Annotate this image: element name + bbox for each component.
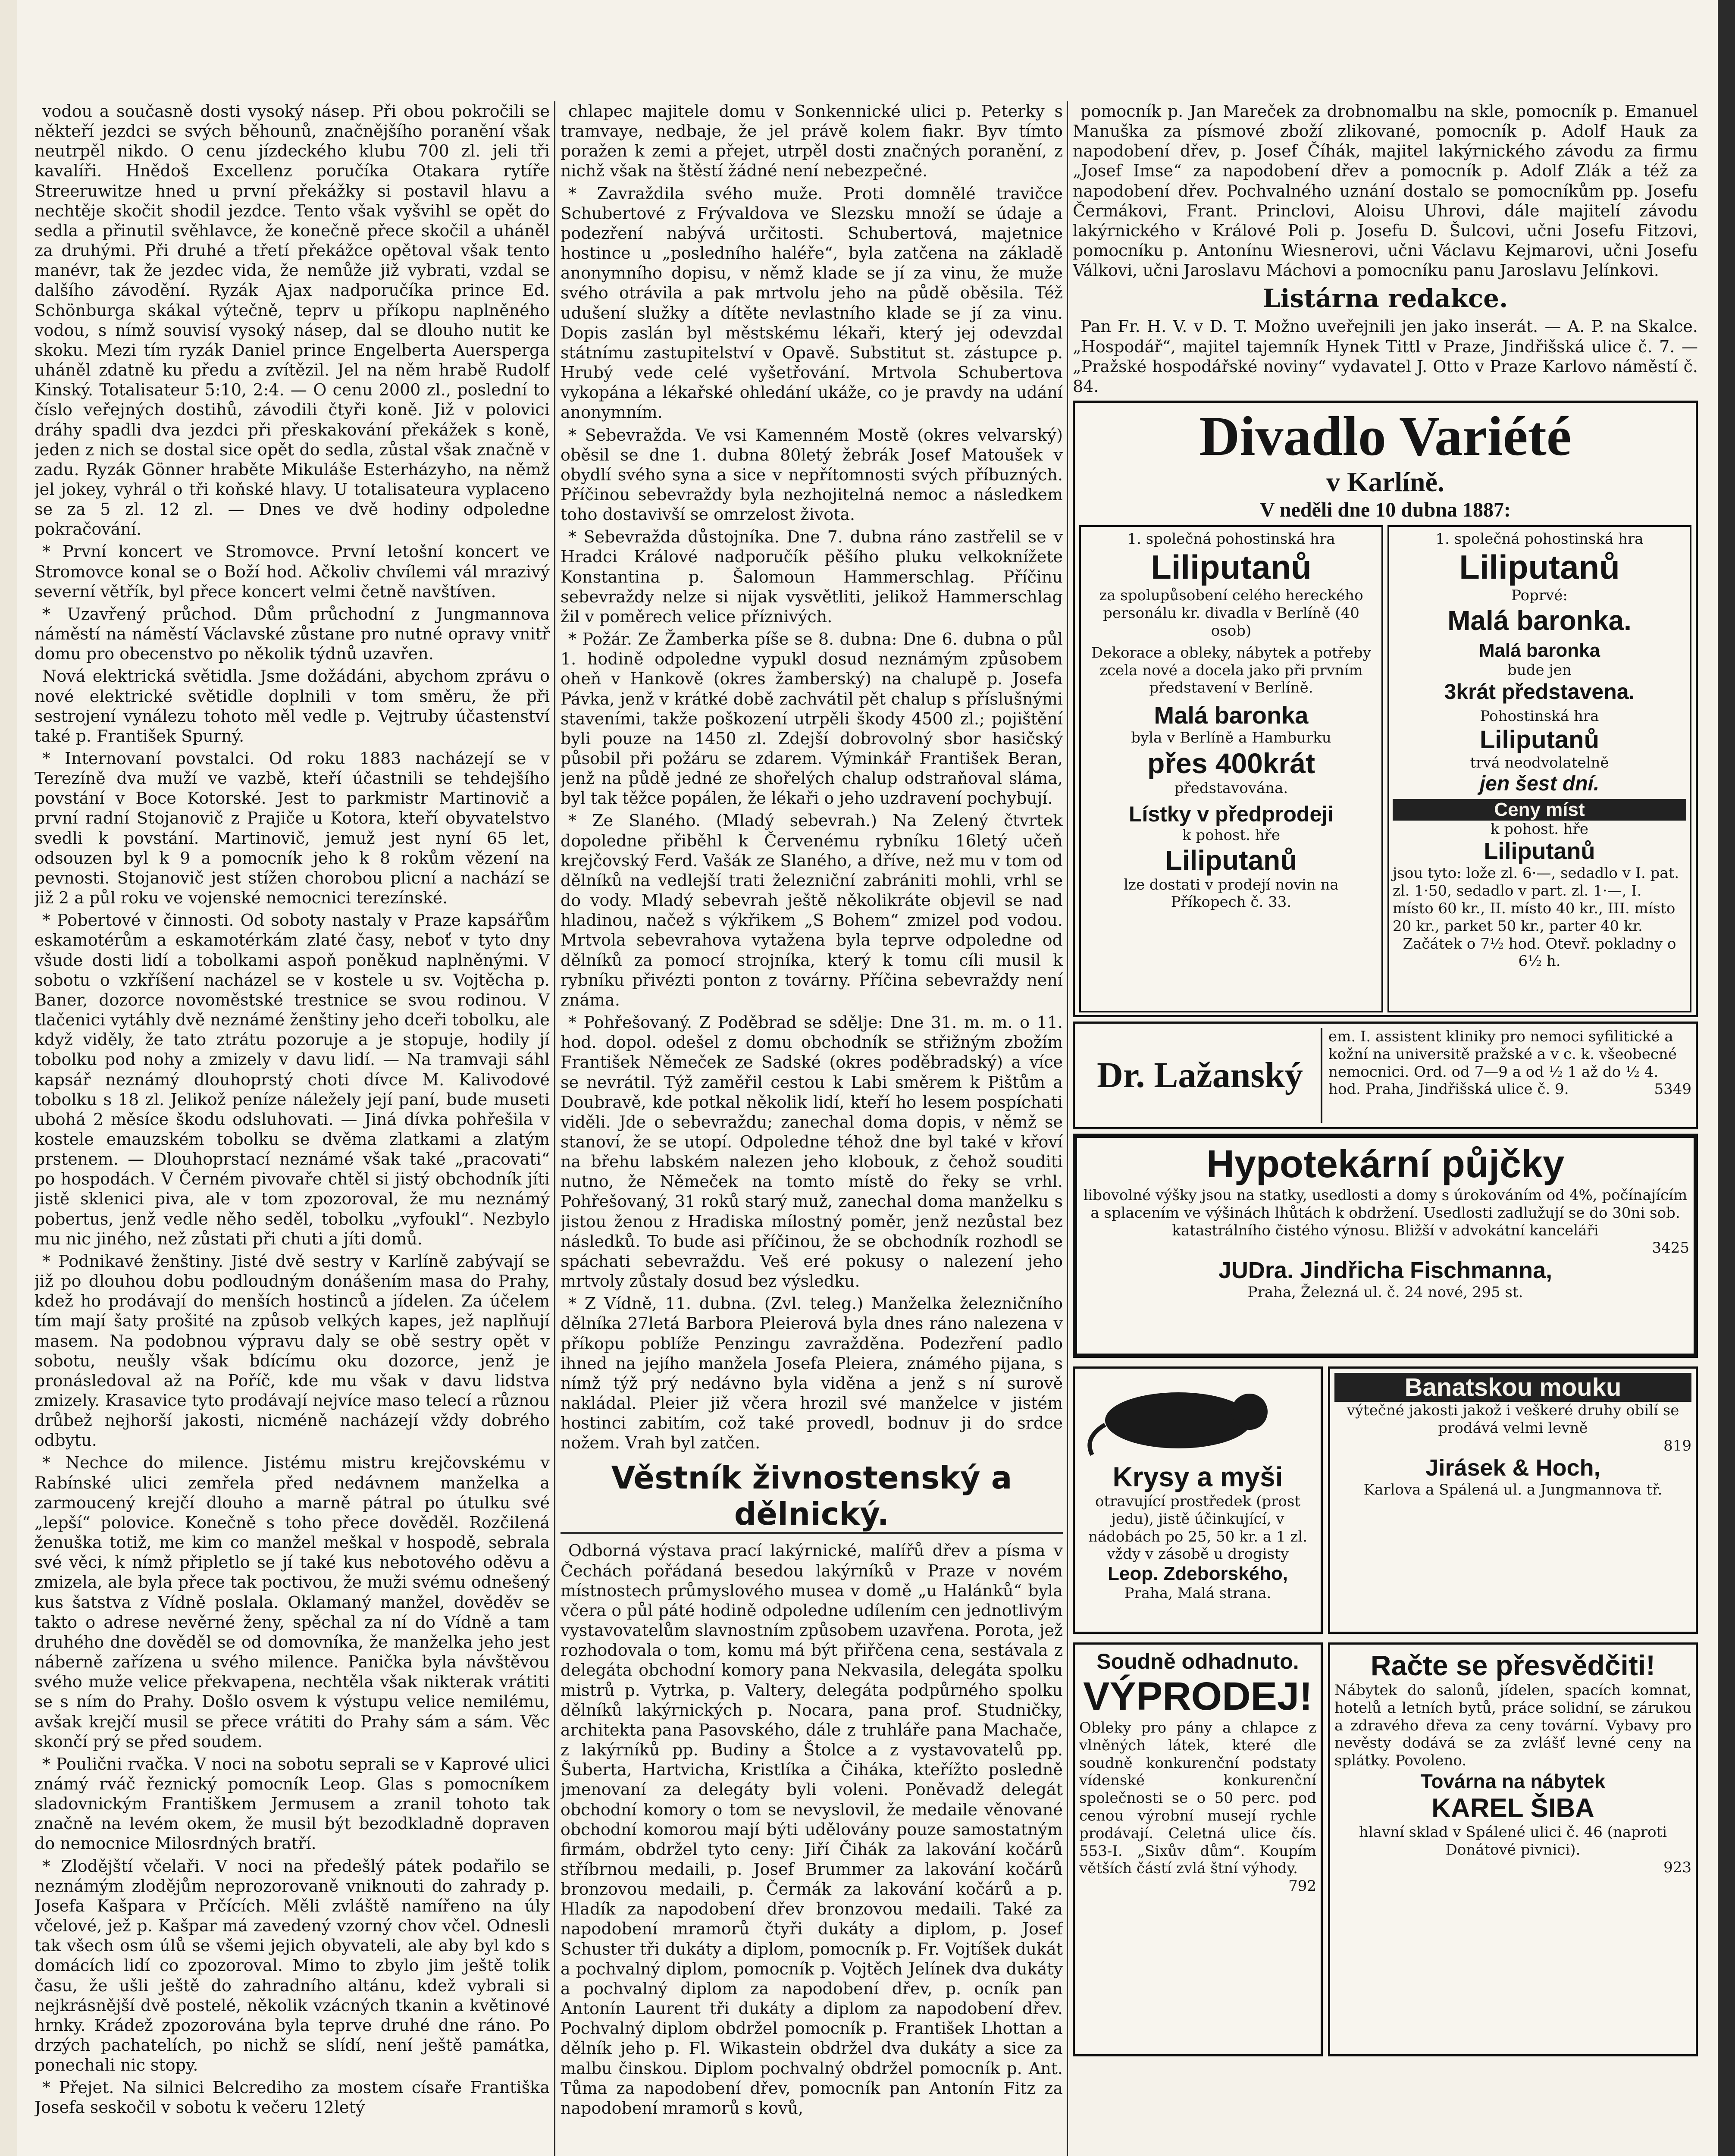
article-paragraph: * Poulični rvačka. V noci na sobotu seprali se v Kaprové ulici známý rváč řeznický pomocník Leop. Glas s pomocníkem sladovnickým Františkem Jermusem a zranil tohoto tak značně na levém okem, že musil být bezodkladně dopraven do nemocnice Milosrdných bratří.: [34, 1754, 550, 1853]
ad-address: Karlova a Spálená ul. a Jungmannova tř.: [1363, 1481, 1663, 1499]
ad-line: Liliputanů: [1165, 844, 1297, 876]
ad-divadlo-variete: [1073, 401, 1698, 1017]
ad-line: k pohost. hře: [1490, 820, 1588, 838]
ad-line: byla v Berlíně a Hamburku: [1131, 729, 1331, 747]
ad-address: hlavní sklad v Spálené ulici č. 46 (naproti Donátové pivnici).: [1359, 1824, 1667, 1858]
ad-title: Banatskou mouku: [1334, 1373, 1691, 1402]
ad-title: Krysy a myši: [1112, 1461, 1283, 1493]
ad-text: výtečné jakosti jakož i veškeré druhy obilí se prodává velmi levně: [1347, 1402, 1679, 1437]
ad-line: k pohost. hře: [1182, 826, 1280, 844]
ad-line: Liliputanů: [1479, 725, 1600, 754]
ad-top: Soudně odhadnuto.: [1096, 1649, 1299, 1674]
column-3: [1073, 101, 1698, 2156]
column-1: [34, 101, 550, 2156]
listarna-text: Pan Fr. H. V. v D. T. Možno uveřejnili jen jako inserát. — A. P. na Skalce. „Hospodář“, majitel tajemník Hynek Tittl v Praze, Jindřišská ulice č. 7. — „Pražské hospodářské noviny“ vydavatel J. Otto v Praze Karlovo náměstí č. 84.: [1073, 317, 1698, 396]
article-paragraph: chlapec majitele domu v Sonkennické ulici p. Peterky s tramvaye, nedbaje, že jel právě kolem fiakr. Byv tímto poražen k zemi a přejet, utrpěl dosti značných poranění, z nichž však na štěstí žádné není nebezpečné.: [561, 102, 1063, 181]
article-paragraph: Nová elektrická světidla. Jsme dožádáni, abychom zprávu o nové elektrické světidle doplnili v tom směru, že při sestrojení vynálezu tohoto měl vedle p. Vejtruby účastenství také p. František Spurný.: [34, 667, 550, 746]
ad-line: Malá baronka.: [1447, 605, 1632, 636]
section-title: Věstník živnostenský a dělnický.: [561, 1460, 1063, 1534]
ad-line: Dekorace a obleky, nábytek a potřeby zcela nové a docela jako při prvním představení v Berlíně.: [1091, 644, 1371, 697]
ad-line: za spolupůsobení celého hereckého personálu kr. divadla v Berlíně (40 osob): [1099, 587, 1363, 639]
article-paragraph: * Z Vídně, 11. dubna. (Zvl. teleg.) Manželka železničního dělníka 27letá Barbora Pleierová byla dnes ráno nalezena v příkopu poblíže Penzingu zavražděna. Podezření padlo ihned na jejího manžela Josefa Pleiera, známého pijana, s nímž týž prý nedávno byla viděna a jenž s ní surově nakládal. Pleier již včera hrozil své manželce v jistém hostinci zabitím, což také provedl, bodnuv ji do srdce nožem. Vrah byl zatčen.: [561, 1294, 1063, 1453]
ad-text: em. I. assistent kliniky pro nemoci syfilitické a kožní na universitě pražské a v c. k. všeobecné nemocnici. Ord. od 7—9 a od ½ 1 až do ½ 4. hod. Praha, Jindřišská ulice č. 9.: [1328, 1028, 1677, 1098]
ad-hypotekarni: [1073, 1134, 1698, 1358]
ad-number: 819: [1663, 1437, 1691, 1454]
ad-row: [1073, 1362, 1698, 1638]
ad-date: V neděli dne 10 dubna 1887:: [1260, 498, 1511, 521]
ad-krysy: [1073, 1366, 1323, 1634]
ad-text: otravující prostředek (prost jedu), jistě účinkující, v nádobách po 25, 50 kr. a 1 zl. vždy v zásobě u drogisty: [1088, 1493, 1308, 1563]
article-paragraph: * Ze Slaného. (Mladý sebevrah.) Na Zelený čtvrtek dopoledne přiběhl k Červenému rybníku 16letý učeň krejčovský Ferd. Vašák ze Slaného, a dříve, než mu v tom od dělníků na vedlejší trati železniční zabrániti mohli, vrhl se do vody. Mladý sebevrah ještě několikráte objevil se nad hladinou, načež s výkřikem „S Bohem“ zmizel pod vodou. Mrtvola sebevrahova vytažena byla teprve odpoledne od dělníků za pomocí strojníka, který k tomu cíli musil k rybníku přivézti ponton z továrny. Příčina sebevraždy není známa.: [561, 811, 1063, 1009]
column-2: [561, 101, 1063, 2156]
ad-line: Lístky v předprodeji: [1128, 802, 1334, 826]
ad-vyprodej: [1073, 1642, 1323, 2056]
ad-lazansky: [1073, 1022, 1698, 1129]
ad-line: lze dostati v prodejí novin na Příkopech č. 33.: [1124, 876, 1339, 911]
ad-title: Dr. Lažanský: [1079, 1028, 1322, 1123]
ad-left-box: [1079, 525, 1383, 1012]
ad-firm: Jirásek & Hoch,: [1425, 1455, 1600, 1481]
ad-text: Nábytek do salonů, jídelen, spacích komnat, hotelů a letních bytů, práce solidní, se zárukou a zdravého dřeva za ceny tovární. Vybavy pro nevěsty dodává se za zvlášť levné ceny na splátky. Povoleno.: [1334, 1682, 1691, 1770]
ad-line: představována.: [1174, 779, 1288, 797]
ad-subtitle: v Karlíně.: [1326, 466, 1444, 497]
ad-line: jen šest dní.: [1479, 772, 1600, 795]
ad-title: Divadlo Variété: [1199, 405, 1572, 468]
ad-line: Liliputanů: [1151, 548, 1312, 586]
column-2-news: [561, 101, 1063, 1453]
ad-line: jsou tyto: lože zl. 6·—, sedadlo v I. pat. zl. 1·50, sedadlo v part. zl. 1·—, I. místo 60 kr., II. místo 40 kr., III. místo 20 kr., parket 50 kr., parter 40 kr.: [1393, 865, 1679, 935]
column-divider: [1067, 101, 1068, 2156]
ad-line: bude jen: [1507, 661, 1572, 679]
ad-line: Ceny míst: [1393, 799, 1686, 821]
article-paragraph: * Pohřešovaný. Z Poděbrad se sdělje: Dne 31. m. m. o 11. hod. dopol. odešel z domu obchodník se střižným zbožím František Němeček ze Sadské (okres poděbradský) a více se nevrátil. Týž zaměřil cestou k Labi směrem k Pištům a Doubravě, kde potkal několik lidí, kteří ho lesem pospíchati viděli. Jde o sebevraždu; zanechal doma dopis, v němž se stanoví, že se utopí. Odpoledne téhož dne byl také v křoví na břehu labském nalezen jeho klobouk, z čehož souditi nutno, že Němeček na tomto místě do řeky se vrhl. Pohřešovaný, 31 roků starý muž, zanechal doma manželku s jistou ženou z Hradiska mílostný poměr, jenž nezůstal bez následků. To bude asi příčinou, že se obchodník rozhodl se spáchati sebevraždu. Veš eré pokusy o nalezení jeho mrtvoly zůstaly dosud bez výsledku.: [561, 1013, 1063, 1291]
article-paragraph: * Sebevražda důstojníka. Dne 7. dubna ráno zastřelil se v Hradci Králové nadporučík pěšího pluku velkoknížete Konstantina p. Šalomoun Hammerschlag. Příčinu sebevraždy nelze si nijak vysvětliti, jelikož Hammerschlag žil v poměrech velice příznivých.: [561, 527, 1063, 626]
column-2-trade-news: [561, 1541, 1063, 2118]
article-text: pomocník p. Jan Mareček za drobnomalbu na skle, pomocník p. Emanuel Manuška za písmové zboží zlikované, pomocník p. Adolf Hauk za napodobení dřev, p. Josef Číhák, majitel lakýrnického závodu za firmu „Josef Imse“ za napodobení dřev a pomocník p. Adolf Zlák a též za napodobení dřev. Pochvalného uznání dostalo se pomocníkům pp. Josefu Čermákovi, Frant. Princlovi, Aloisu Uhrovi, dále majitelí závodu lakýrnického v Králové Poli p. Josefu D. Šulcovi, učni Josefu Fitzovi, pomocníku p. Antonínu Wiesnerovi, učni Václavu Kejmarovi, učni Josefu Válkovi, učni Jaroslavu Máchovi a pomocníku panu Jaroslavu Jelínkovi.: [1073, 102, 1698, 280]
ad-number: 5349: [1654, 1081, 1691, 1098]
rat-icon: [1079, 1373, 1312, 1459]
ad-line: přes 400krát: [1147, 747, 1315, 779]
article-paragraph: * Zlodějští včelaři. V noci na předešlý pátek podařilo se neznámým zlodějům neprozorovaně vniknouti do zahrady p. Josefa Kašpara v Prčících. Měli zvláště namířeno na úly včelové, jež p. Kašpar má zavedený vzorný chov včel. Odnesli tak všech osm úlů se všemi jejich obyvateli, ale aby byl kdo s domácích lidí co zpozoroval. Mimo to zbylo jim ještě tolik času, že ušli ještě do zahradního altánu, kdež vybrali si nejkrásnější dvě postelé, několik vzácných tkanin a květinové hrnky. Krádež zpozorována byla teprve druhé dne ráno. Po drzých pachatelích, po nichž se slídí, není ještě památka, ponechali nic stopy.: [34, 1856, 550, 2075]
ad-line: Malá baronka: [1154, 702, 1309, 729]
ad-number: 3425: [1652, 1239, 1689, 1257]
ad-firm: KAREL ŠIBA: [1431, 1793, 1594, 1824]
ad-line: Liliputanů: [1484, 838, 1595, 865]
column-divider: [554, 101, 555, 2156]
article-paragraph: * Nechce do milence. Jistému mistru krejčovskému v Rabínské ulici zemřela před nedávnem manželka a zarmoucený krejčí dlouho a marně pátral po útulku své „lepší“ polovice. Konečně s toho přece dověděl. Rozčilená ženuška totiž, me kim co manžel meškal v hospodě, sebrala své věci, k nímž připletlo se jí také kus nebotového oděvu a zmizela, ale byla přece tak poctivou, že muži svému odnešený kus šatstva z Vídně poslala. Oklamaný manžel, dověděv se takto o adrese nevěrné ženy, spěchal za ní do Vídně a tam druhého dne dověděl se od domovníka, že manželka jeho jest náberně zařízena u svého milence. Panička byla návštěvou svého muže velice překvapena, nechtěla však nikterak vrátiti se s ním do Prahy. Došlo osvem k výstupu velice nemilému, avšak krejčí musil se přece vrátiti do Prahy sám a sám. Věc skončí prý se před soudem.: [34, 1453, 550, 1751]
ad-line: Poprvé:: [1511, 587, 1568, 605]
ad-karel-siba: [1328, 1642, 1698, 2056]
ad-firm: JUDra. Jindřicha Fischmanna,: [1218, 1257, 1553, 1284]
newspaper-page: [17, 0, 1718, 2156]
ad-row: [1073, 1638, 1698, 2061]
ad-line: Začátek o 7½ hod. Otevř. pokladny o 6½ h.: [1403, 935, 1676, 970]
ad-line: 1. společná pohostinská hra: [1127, 530, 1335, 548]
ad-banatska-mouka: [1328, 1366, 1698, 1634]
article-paragraph: * První koncert ve Stromovce. První letošní koncert ve Stromovce konal se o Boží hod. Ačkoliv chvílemi vál mrazivý severní větřík, byl přece koncert velmi četně navštíven.: [34, 542, 550, 601]
article-paragraph: * Sebevražda. Ve vsi Kamenném Mostě (okres velvarský) oběsil se dne 1. dubna 80letý žebrák Josef Matoušek v obydlí svého syna a sice v nepřítomnosti svých příbuzných. Příčinou sebevraždy byla nezhojitelná nemoc a následkem toho dostavivší se omrzelost života.: [561, 425, 1063, 524]
article-paragraph: Odborná výstava prací lakýrnické, malířů dřev a písma v Čechách pořádaná besedou lakýrníků v Praze v novém místnostech průmyslového musea v domě „u Halánků“ byla včera o půl páté hodině odpoledne udílením cen jednotlivým vystavovatelům slavnostním způsobem uzavřena. Porota, jež rozhodovala o tom, komu má být přiřčena cena, sestávala z delegáta obchodní komory pana Nekvasila, delegáta spolku mistrů p. Vytrka, p. Valtery, delegáta podpůrného spolku dělníků lakýrnických p. Nocara, pana prof. Studničky, architekta pana Pasovského, dále z truhláře pana Machače, z lakýrníků pp. Budiny a Štolce a z vystavovatelů pp. Šuberta, Hartvicha, Kristlíka a Čiháka, kteřížto posledně jmenovaní za delegáty byli voleni. Poněvadž delegát obchodní komory o tom se nevyslovil, že medaile věnované obchodní komorou mají býti udělovány pouze samostatným firmám, obdržel tyto ceny: Jiří Čihák za lakování kočárů stříbrnou medaili, p. Josef Brummer za lakování kočárů bronzovou medaili, p. Čermák za lakování kočárů a p. Hladík za napodobení dřev bronzovou medaili. Také za napodobení mramorů čtyři dukáty a diplom, p. Josef Schuster tři dukáty a diplom, pomocník p. Fr. Vojtíšek dukát a pochvalný diplom, pomocník p. Vojtěch Jelínek dva dukáty a pochvalný diplom za napodobení dřev, p. ocník pan Antonín Laurent tři dukáty a diplom za napodobení dřev. Pochvalný diplom obdržel pomocník p. František Lhottan a dělník jeho p. Fl. Wikastein obdržel dva dukáty a sice za malbu činskou. Diplom pochvalný obdržel pomocník p. Ant. Tůma za napodobení dřev, pomocník pan Antonín Fitz za napodobení mramorů s kovů,: [561, 1541, 1063, 2118]
article-paragraph: * Internovaní povstalci. Od roku 1883 nacházejí se v Terezíně dva muží ve vazbě, kteří účastnili se tehdejšího povstání v Boce Kotorské. Jest to parkmistr Martinovič a první radní Stojanovič z Prajiče u Kotora, kteří obyvatelstvo svedli k povstání. Martinovič, jemuž jest nyní 65 let, odsouzen byl k 9 a pomocník jeho k 8 rokům vězení na pevnosti. Stojanovič jest stížen chorobou plicní a nachází se již 2 a půl roku ve vojenské nemocnici terezínské.: [34, 749, 550, 908]
ad-address: Praha, Železná ul. č. 24 nové, 295 st.: [1247, 1284, 1523, 1301]
article-paragraph: * Přejet. Na silnici Belcrediho za mostem císaře Františka Josefa seskočil v sobotu k večeru 12letý: [34, 2078, 550, 2117]
ad-line: Pohostinská hra: [1480, 707, 1599, 725]
article-paragraph: * Pobertové v činnosti. Od soboty nastaly v Praze kapsářům eskamotérům a eskamotérkám zlaté časy, neboť v tyto dny všude dosti lidí a tobolkami aspoň poněkud naplněnými. V sobotu o vzkříšení nacházel se v kostele u sv. Vojtěcha p. Baner, dozorce novoměstské trestnice se svou rodinou. V tlačenici vytáhly dvě neznámé ženštiny jeho dceři tobolku, ale když viděly, že tato ztrátu pozoruje a je stopuje, hodily jí tobolku pod nohy a zmizely v davu lidí. — Na tramvaji sáhl kapsář neznámý dlouhoprstý choti dívce M. Kalivodové tobolku s 18 zl. Jelikož peníze náležely její paní, bude museti ubohá 2 měsíce škodu odsluhovati. — Jiná dívka pohřešila v kostele emauzském tobolku se dvěma zlatkami a zlatým prstenem. — Dlouhoprstací neznámé však také „pracovati“ po hospodách. V Černém pivovaře chtěl si jistý obchodník jíti jistě sklenici piva, ale v tom zpozoroval, že mu neznámý pobertus, jenž vedle něho seděl, tobolku „vyfoukl“. Nezbylo mu nic jiného, než zůstati při chuti a jíti domů.: [34, 911, 550, 1248]
ad-line: trvá neodvolatelně: [1470, 754, 1609, 771]
article-paragraph: * Požár. Ze Žamberka píše se 8. dubna: Dne 6. dubna o půl 1. hodině odpoledne vypukl dosud neznámým způsobem oheň v Hankově (okres žamberský) na chalupě p. Josefa Pávka, jenž v krátké době zachvátil pět chalup s příslušnými staveními, takže poškození utrpěli škody 4500 zl.; pojištění byli pouze na 1450 zl. Zdejší dobrovolný sbor hasičský působil při požáru se zdarem. Výminkář František Beran, jenž na půdě jedné ze shořelých chalup odstraňoval sláma, byl tak těžce popálen, že lékaři o jeho uzdravení pochybují.: [561, 630, 1063, 808]
ad-title: Hypotekární půjčky: [1206, 1143, 1565, 1186]
ad-title: VÝPRODEJ!: [1083, 1674, 1312, 1719]
ad-number: 923: [1663, 1858, 1691, 1876]
article-paragraph: * Podnikavé ženštiny. Jisté dvě sestry v Karlíně zabývají se již po dlouhou dobu podloudným donášením masa do Prahy, kdež ho prodávají do menších hostinců a jídelen. Za účelem tím mají šaty prošité na způsob velkých kapes, jež naplňují masem. Na podobnou výpravu daly se obě sestry opět v sobotu, neušly však bdícímu oku dozorce, jenž je pronásledoval až na Poříč, kde mu však v davu lidstva zmizely. Krasavice tyto prodávají nejvíce maso telecí a různou drůbež nejhorší jakosti, nicméně nacházejí vždy dobrého odbytu.: [34, 1251, 550, 1450]
article-paragraph: * Uzavřený průchod. Dům průchodní z Jungmannova náměstí na náměstí Václavské zůstane pro nutné opravy vnitř domu pro obecenstvo po několik týdnů uzavřen.: [34, 604, 550, 664]
ad-address: Praha, Malá strana.: [1124, 1585, 1271, 1602]
ad-line: Malá baronka: [1478, 640, 1600, 661]
ad-text: libovolné výšky jsou na statky, usedlosti a domy s úrokováním od 4%, počínajícím a splacením ve výšinách lhůtách k obdržení. Usedlosti zadlužují se do 30ni sob. katastrálního čistého výnosu. Bližší v advokátní kanceláři: [1083, 1187, 1688, 1239]
ad-text: Obleky pro pány a chlapce z vlněných látek, které dle soudně konkurenční podstaty vídenské konkurenční společnosti se o 50 perc. pod cenou výrobní musejí rychle prodávají. Celetná ulice čís. 553-I. „Sixův dům“. Koupím větších částí zvlá štní výhody.: [1079, 1719, 1316, 1877]
ad-number: 792: [1288, 1877, 1316, 1895]
ad-title: Račte se přesvědčiti!: [1370, 1649, 1656, 1682]
ad-firm: Leop. Zdeborského,: [1107, 1563, 1288, 1585]
article-paragraph: * Zavraždila svého muže. Proti domnělé travičce Schubertové z Frývaldova ve Slezsku množí se údaje a podezření nabývá určitosti. Schubertová, majetnice hostince u „posledního haléře“, byla zatčena na základě anonymního dopisu, v němž klade se jí za vinu, že muže svého otrávila a pak mrtvolu jeho na půdě oběsila. Též udušení služky a dítěte nevlastního klade se jí za vinu. Dopis zaslán byl městskému lékaři, který jej odevzdal státnímu zastupitelství v Opavě. Substitut st. zástupce p. Hrubý vede celé vyšetřování. Mrtvola Schubertova vykopána a lékařské ohledání ukáže, co je pravdy na udání anonymním.: [561, 184, 1063, 422]
ad-line: 1. společná pohostinská hra: [1435, 530, 1644, 548]
article-paragraph: vodou a současně dosti vysoký násep. Při obou pokročili se někteří jezdci se svých běhounů, značnějšího poranění však neutrpěl nikdo. O cenu jízdeckého klubu 700 zl. jeli tři kavalíři. Hnědoš Excellenz poručíka Otakara rytíře Streeruwitze hned u první překážky si postavil hlavu a nechtěje skočit shodil jezdce. Tento však vyšvihl se opět do sedla a přinutil svěhlavce, že konečně přece skočil a uháněl za druhými. Při druhé a třetí překážce opětoval však tento manévr, tak že jezdec vida, že nemůže již vybrati, vzdal se dalšího závodění. Ryzák Ajax nadporučíka prince Ed. Schönburga skákal výtečně, teprv u příkopu naplněného vodou, s nímž souvisí vysoký násep, dal se dlouho nutit ke skoku. Mezi tím ryzák Daniel prince Engelberta Auersperga uháněl zdatně ku předu a zvítězil. Jel na něm hrabě Rudolf Kinský. Totalisateur 5:10, 2:4. — O cenu 2000 zl., poslední to číslo veřejných dostihů, závodili čtyři koně. Již v polovici dráhy spadli dva jezdci při přeskakování překážek s koně, jeden z nich se dostal sice opět do sedla, zůstal však značně v zadu. Ryzák Gönner hraběte Mikuláše Esterházyho, na němž jel jokey, vyhrál o tři koňské hlavy. U totalisateura vyplaceno se za 5 zl. 12 zl. — Dnes ve dvě hodiny odpoledne pokračování.: [34, 102, 550, 539]
listarna-title: Listárna redakce.: [1262, 284, 1508, 313]
page-edge: [1718, 0, 1735, 2156]
ad-line: Liliputanů: [1459, 548, 1620, 586]
ad-right-box: [1387, 525, 1691, 1012]
ad-line: 3krát představena.: [1444, 679, 1635, 704]
ad-firm-label: Továrna na nábytek: [1420, 1770, 1606, 1793]
